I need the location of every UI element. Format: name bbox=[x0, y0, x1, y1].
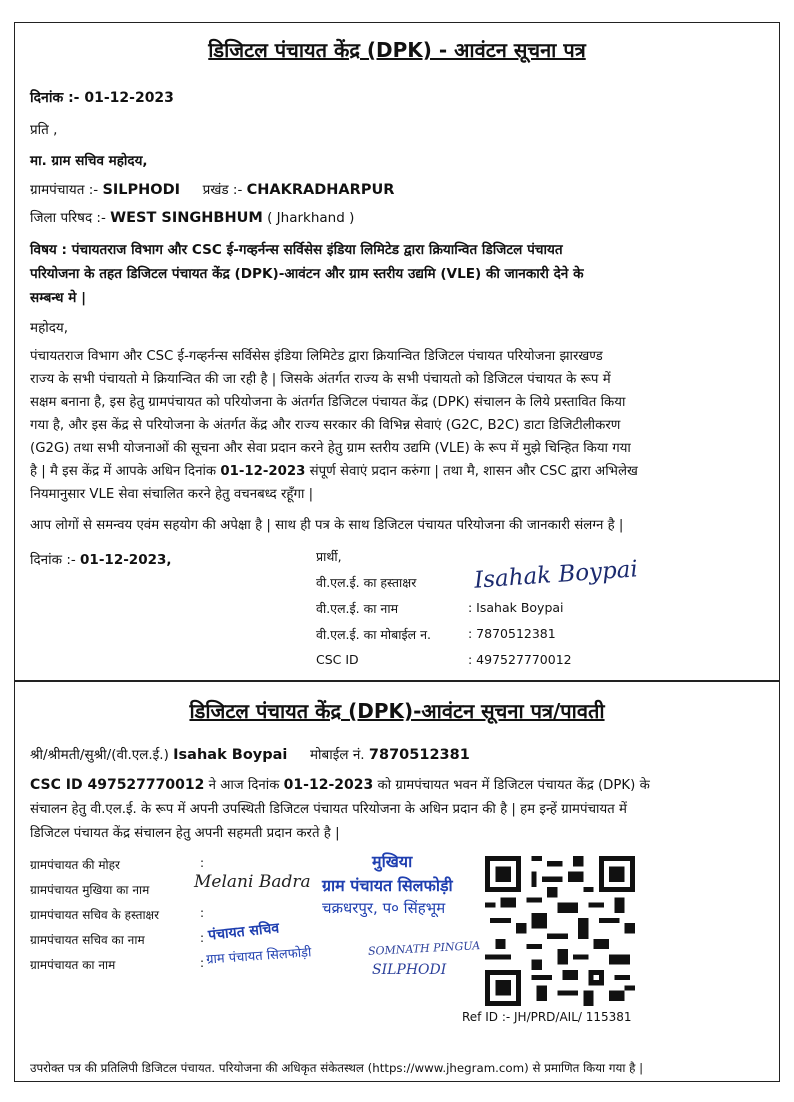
district-row bbox=[30, 208, 354, 226]
body-text: संपूर्ण सेवाएं प्रदान करुंगा | तथा मै, शासन और CSC द्वारा अभिलेख bbox=[305, 464, 638, 479]
gp-row-label: ग्रामपंचायत मुखिया का नाम bbox=[30, 883, 150, 897]
state-value: ( Jharkhand ) bbox=[267, 210, 355, 226]
date-line: दिनांक :- 01-12-2023 bbox=[30, 90, 174, 106]
section-divider bbox=[14, 680, 780, 682]
receipt-text: को ग्रामपंचायत भवन में डिजिटल पंचायत केंद्र (DPK) के bbox=[373, 778, 650, 793]
body-line: सक्षम बनाना है, इस हेतु ग्रामपंचायत को परियोजना के अंतर्गत डिजिटल पंचायत केंद्र (DPK) संचालन के लिये प्रस्तावित किया bbox=[30, 395, 626, 410]
qr-code-icon bbox=[484, 856, 636, 1006]
date2-label: दिनांक :- bbox=[30, 552, 76, 568]
gp-colon: : bbox=[200, 956, 205, 970]
vle-signature: Isahak Boypai bbox=[473, 556, 639, 594]
block-label: प्रखंड :- bbox=[202, 182, 243, 198]
receipt-line: डिजिटल पंचायत केंद्र संचालन हेतु अपनी सहमती प्रदान करते है | bbox=[30, 826, 340, 841]
sig-row-label: वी.एल.ई. का हस्ताक्षर bbox=[316, 575, 417, 590]
sig-row-label: CSC ID bbox=[316, 652, 359, 667]
vle-csc-id-value: : 497527770012 bbox=[468, 652, 572, 667]
gram-panchayat-row bbox=[30, 180, 394, 198]
secretary-name: SOMNATH PINGUA bbox=[367, 939, 481, 958]
addressee: मा. ग्राम सचिव महोदय, bbox=[30, 153, 148, 169]
receipt-mobile-label: मोबाईल नं. bbox=[309, 747, 365, 763]
district-label: जिला परिषद :- bbox=[30, 210, 106, 226]
reference-id: Ref ID :- JH/PRD/AIL/ 115381 bbox=[462, 1010, 632, 1024]
body-line: नियमानुसार VLE सेवा संचालित करने हेतु वचनबध्द रहूँगा | bbox=[30, 487, 314, 502]
stamp-mukhiya-title: मुखिया bbox=[372, 852, 413, 871]
applicant-label: प्रार्थी, bbox=[316, 549, 342, 564]
body-line: पंचायतराज विभाग और CSC ई-गव्हर्नन्स सर्विसेस इंडिया लिमिटेड द्वारा क्रियान्वित डिजिटल पंचायत परियोजना झारखण्ड bbox=[30, 349, 603, 364]
body-line bbox=[30, 461, 638, 479]
receipt-line: संचालन हेतु वी.एल.ई. के रूप में अपनी उपस्थिती डिजिटल पंचायत परियोजना के अधिन प्रदान की है | हम इन्हें ग्रामपंचायत में bbox=[30, 802, 627, 817]
subject-line-2: परियोजना के तहत डिजिटल पंचायत केंद्र (DPK)-आवंटन और ग्राम स्तरीय उद्यमि (VLE) की जानकारी देने के bbox=[30, 266, 584, 282]
gram-panchayat-value: SILPHODI bbox=[102, 182, 181, 198]
stamp-panchayat: ग्राम पंचायत सिलफोड़ी bbox=[322, 876, 453, 895]
gp-colon: : bbox=[200, 931, 205, 945]
panchayat-name: SILPHODI bbox=[372, 962, 447, 978]
vle-name-value: : Isahak Boypai bbox=[468, 600, 564, 615]
receipt-title: डिजिटल पंचायत केंद्र (DPK)-आवंटन सूचना पत्र/पावती bbox=[189, 699, 605, 723]
receipt-person-label: श्री/श्रीमती/सुश्री/(वी.एल.ई.) bbox=[30, 747, 169, 763]
body-line: (G2G) तथा सभी योजनाओं की सूचना और सेवा प्रदान करने हेतु ग्राम स्तरीय उद्यमि (VLE) के रूप में मुझे चिन्हित किया गया bbox=[30, 441, 631, 456]
receipt-text: ने आज दिनांक bbox=[204, 778, 284, 793]
sig-row-label: वी.एल.ई. का मोबाईल न. bbox=[316, 627, 432, 642]
salutation: महोदय, bbox=[30, 320, 69, 336]
body-date: 01-12-2023 bbox=[220, 464, 306, 479]
receipt-line bbox=[30, 775, 650, 793]
receipt-person-name: Isahak Boypai bbox=[173, 747, 288, 763]
body-line: गया है, और इस केंद्र से परियोजना के अंतर्गत केंद्र और राज्य सरकार की विभिन्न सेवाएं (G2C, B2C) डाटा डिजिटीलीकरण bbox=[30, 418, 621, 433]
document-title: डिजिटल पंचायत केंद्र (DPK) - आवंटन सूचना पत्र bbox=[208, 38, 586, 62]
date2-value: 01-12-2023, bbox=[80, 552, 172, 568]
sig-row-label: वी.एल.ई. का नाम bbox=[316, 601, 399, 616]
stamp-secretary-panchayat: ग्राम पंचायत सिलफोड़ी bbox=[205, 945, 312, 968]
receipt-mobile-value: 7870512381 bbox=[368, 747, 470, 763]
gp-colon: : bbox=[200, 906, 205, 920]
vle-mobile-value: : 7870512381 bbox=[468, 626, 556, 641]
footer-note: उपरोक्त पत्र की प्रतिलिपी डिजिटल पंचायत. परियोजना की अधिकृत संकेतस्थल (https://www.jhegram.com) से प्रमाणित किया गया है | bbox=[30, 1061, 644, 1075]
stamp-location: चक्रधरपुर, प० सिंहभूम bbox=[322, 899, 446, 917]
date2-row bbox=[30, 550, 172, 568]
receipt-person-row bbox=[30, 745, 470, 763]
district-value: WEST SINGHBHUM bbox=[110, 210, 263, 226]
gp-row-label: ग्रामपंचायत का नाम bbox=[30, 958, 116, 972]
body-line: राज्य के सभी पंचायतो मे क्रियान्वित की जा रही है | जिसके अंतर्गत राज्य के सभी पंचायतो को डिजिटल पंचायत के रूप में bbox=[30, 372, 611, 387]
receipt-csc-id: CSC ID 497527770012 bbox=[30, 777, 205, 793]
subject-line-3: सम्बन्ध मे | bbox=[30, 290, 87, 306]
body-text: है | मै इस केंद्र में आपके अधिन दिनांक bbox=[30, 464, 221, 479]
to-line: प्रति , bbox=[30, 122, 58, 138]
gram-panchayat-label: ग्रामपंचायत :- bbox=[30, 182, 99, 198]
stamp-secretary-title: पंचायत सचिव bbox=[207, 920, 280, 944]
block-value: CHAKRADHARPUR bbox=[246, 182, 395, 198]
gp-colon: : bbox=[200, 856, 205, 870]
gp-row-label: ग्रामपंचायत सचिव का नाम bbox=[30, 933, 145, 947]
closing-line: आप लोगों से समन्वय एवंम सहयोग की अपेक्षा है | साथ ही पत्र के साथ डिजिटल पंचायत परियोजना की जानकारी संलग्न है | bbox=[30, 518, 624, 533]
mukhiya-signature: Melani Badra bbox=[194, 872, 311, 892]
gp-row-label: ग्रामपंचायत की मोहर bbox=[30, 858, 120, 872]
receipt-date: 01-12-2023 bbox=[283, 777, 374, 793]
subject-line-1: विषय : पंचायतराज विभाग और CSC ई-गव्हर्नन्स सर्विसेस इंडिया लिमिटेड द्वारा क्रियान्वित डिजिटल पंचायत bbox=[30, 242, 563, 258]
gp-row-label: ग्रामपंचायत सचिव के हस्ताक्षर bbox=[30, 908, 160, 922]
